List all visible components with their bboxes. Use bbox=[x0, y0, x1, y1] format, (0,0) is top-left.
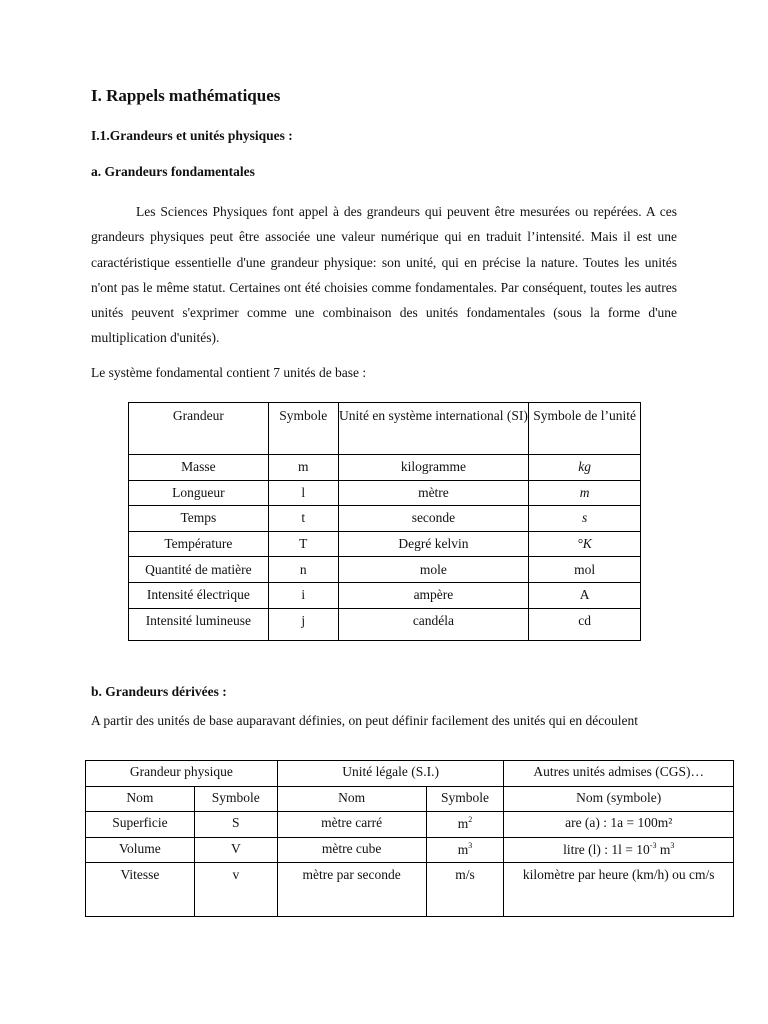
table-cell: Superficie bbox=[86, 812, 195, 838]
section-a-paragraph-text: Les Sciences Physiques font appel à des grandeurs qui peuvent être mesurées ou repérées. A ces grandeurs physiques peut être associée une valeur numérique qui en traduit l’intensité. Mais il est une caractéristique essentielle d'une grandeur physique: son unité, qui en précise la nature. Toutes les unités n'ont pas le même statut. Certaines ont été choisies comme fondamentales. Par conséquent, toutes les autres unités peuvent s'exprimer comme une combinaison des unités fondamentales (sous la forme d'une multiplication d'unités). bbox=[91, 204, 677, 346]
table-cell: mol bbox=[529, 557, 641, 583]
group-header-cell: Unité légale (S.I.) bbox=[277, 761, 504, 787]
table-row bbox=[129, 608, 641, 640]
table-cell: Degré kelvin bbox=[338, 531, 529, 557]
table-cell: mètre cube bbox=[277, 837, 426, 863]
table-cell: kg bbox=[529, 455, 641, 481]
unit-exponent: 2 bbox=[468, 815, 473, 825]
table-cell: are (a) : 1a = 100m² bbox=[504, 812, 734, 838]
unit-exponent: 3 bbox=[468, 840, 473, 850]
table-cell: Longueur bbox=[129, 480, 269, 506]
header-cell: Symbole bbox=[426, 786, 504, 812]
table-row bbox=[129, 506, 641, 532]
header-cell: Symbole de l’unité bbox=[529, 403, 641, 455]
other-unit-text: m bbox=[656, 841, 671, 857]
section-a-paragraph bbox=[91, 199, 677, 351]
table-cell: kilomètre par heure (km/h) ou cm/s bbox=[504, 863, 734, 917]
table-cell: Vitesse bbox=[86, 863, 195, 917]
other-unit-text: litre (l) : 1l = 10 bbox=[563, 841, 650, 857]
table-cell: mètre bbox=[338, 480, 529, 506]
table-row bbox=[129, 557, 641, 583]
table-cell: n bbox=[268, 557, 338, 583]
table-cell bbox=[504, 837, 734, 863]
section-a-heading: a. Grandeurs fondamentales bbox=[91, 164, 255, 179]
base-units-intro: Le système fondamental contient 7 unités de base : bbox=[91, 365, 367, 380]
header-cell: Grandeur bbox=[129, 403, 269, 455]
table-cell: s bbox=[529, 506, 641, 532]
table-cell: mètre carré bbox=[277, 812, 426, 838]
table-cell: candéla bbox=[338, 608, 529, 640]
table-cell: Température bbox=[129, 531, 269, 557]
table-cell: T bbox=[268, 531, 338, 557]
table-cell: v bbox=[194, 863, 277, 917]
table-cell: Volume bbox=[86, 837, 195, 863]
table-cell: Quantité de matière bbox=[129, 557, 269, 583]
table-cell: j bbox=[268, 608, 338, 640]
table-group-header-row bbox=[86, 761, 734, 787]
table-row bbox=[86, 863, 734, 917]
table-cell: Temps bbox=[129, 506, 269, 532]
table-row bbox=[129, 480, 641, 506]
header-cell: Symbole bbox=[194, 786, 277, 812]
table-cell: mole bbox=[338, 557, 529, 583]
group-header-cell: Grandeur physique bbox=[86, 761, 278, 787]
table-cell: Intensité lumineuse bbox=[129, 608, 269, 640]
table-cell: °K bbox=[529, 531, 641, 557]
table-cell: m bbox=[268, 455, 338, 481]
table-cell: t bbox=[268, 506, 338, 532]
table-header-row bbox=[129, 403, 641, 455]
group-header-cell: Autres unités admises (CGS)… bbox=[504, 761, 734, 787]
table-cell: i bbox=[268, 582, 338, 608]
table-cell: m bbox=[529, 480, 641, 506]
table-cell: m/s bbox=[426, 863, 504, 917]
header-cell: Symbole bbox=[268, 403, 338, 455]
unit-symbol: m bbox=[457, 841, 469, 857]
derived-units-table bbox=[85, 760, 734, 917]
table-cell bbox=[426, 837, 504, 863]
table-cell: l bbox=[268, 480, 338, 506]
header-cell: Nom (symbole) bbox=[504, 786, 734, 812]
table-row bbox=[86, 837, 734, 863]
table-row bbox=[129, 582, 641, 608]
table-header-row bbox=[86, 786, 734, 812]
header-cell: Nom bbox=[86, 786, 195, 812]
table-cell: kilogramme bbox=[338, 455, 529, 481]
table-cell: V bbox=[194, 837, 277, 863]
table-cell: S bbox=[194, 812, 277, 838]
table-cell: A bbox=[529, 582, 641, 608]
other-unit-exponent: 3 bbox=[670, 840, 675, 850]
section-b-paragraph: A partir des unités de base auparavant définies, on peut définir facilement des unités qui en découlent bbox=[91, 713, 638, 728]
section-subtitle: I.1.Grandeurs et unités physiques : bbox=[91, 128, 293, 143]
table-cell: cd bbox=[529, 608, 641, 640]
page-title: I. Rappels mathématiques bbox=[91, 86, 281, 105]
table-cell: Masse bbox=[129, 455, 269, 481]
table-cell: ampère bbox=[338, 582, 529, 608]
unit-symbol: m bbox=[457, 816, 469, 832]
table-cell: Intensité électrique bbox=[129, 582, 269, 608]
table-row bbox=[86, 812, 734, 838]
header-cell: Unité en système international (SI) bbox=[338, 403, 529, 455]
section-b-heading: b. Grandeurs dérivées : bbox=[91, 684, 227, 699]
table-row bbox=[129, 455, 641, 481]
table-cell: seconde bbox=[338, 506, 529, 532]
table-cell: mètre par seconde bbox=[277, 863, 426, 917]
base-units-table bbox=[128, 402, 641, 641]
other-unit-exponent: -3 bbox=[649, 840, 657, 850]
header-cell: Nom bbox=[277, 786, 426, 812]
table-row bbox=[129, 531, 641, 557]
table-cell bbox=[426, 812, 504, 838]
